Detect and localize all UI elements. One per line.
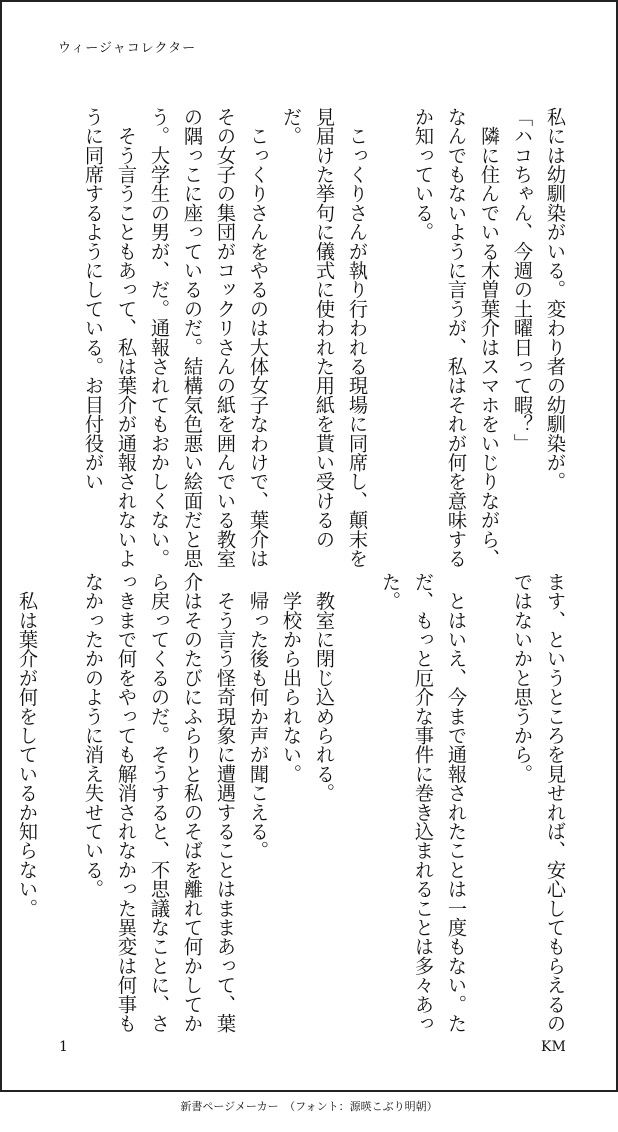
page-number: 1 — [59, 1039, 68, 1055]
upper-text-block — [52, 107, 572, 569]
paragraph: そう言う怪奇現象に遭遇することはままあって、葉介はそのたびにふらりと私のそばを離れて何かしてから戻ってくるのだ。そうすると、不思議なことに、さっきまで何をやっても解消されなかった異変は何事もなかったかのように消え失せている。 — [82, 572, 237, 1033]
author-name: KM — [541, 1039, 566, 1055]
paragraph: 「ハコちゃん、今週の土曜日って暇？」 — [511, 107, 534, 453]
paragraph: こっくりさんが執り行われる現場に同席し、顛末を見届けた挙句に儀式に使われた用紙を貰い受けるのだ。 — [280, 107, 369, 568]
paragraph: とはいえ、今まで通報されたことは一度もない。ただ、もっと厄介な事件に巻き込まれることは多々あった。 — [379, 572, 468, 1033]
paragraph: 私は葉介が何をしているか知らない。 — [16, 572, 39, 918]
paragraph: 隣に住んでいる木曽葉介はスマホをいじりながら、なんでもないように言うが、私はそれが何を意味するか知っている。 — [412, 107, 501, 568]
generator-credit: 新書ページメーカー （フォント：源暎こぶり明朝） — [180, 1100, 438, 1113]
paragraph: ます、というところを見せれば、安心してもらえるのではないかと思うから。 — [511, 572, 567, 1033]
paragraph: 帰った後も何か声が聞こえる。 — [247, 572, 270, 860]
header-title: ウィージャコレクター — [58, 41, 197, 56]
lower-text-block — [16, 572, 572, 1034]
paragraph: 学校から出られない。 — [280, 572, 303, 784]
paragraph: 教室に閉じ込められる。 — [313, 572, 336, 803]
paragraph: こっくりさんをやるのは大体女子なわけで、葉介はその女子の集団がコックリさんの紙を囲んでいる教室の隅っこに座っているのだ。結構気色悪い絵面だと思う。大学生の男が、だ。通報されてもおかしくない。 — [148, 107, 270, 568]
blank-line — [341, 572, 374, 1034]
blank-line — [374, 107, 407, 569]
blank-line — [473, 572, 506, 1034]
paragraph: 私には幼馴染がいる。変わり者の幼馴染が。 — [544, 107, 567, 491]
blank-line — [44, 572, 77, 1034]
paragraph: そう言うこともあって、私は葉介が通報されないように同席するようにしている。お目付役がい — [82, 107, 138, 568]
